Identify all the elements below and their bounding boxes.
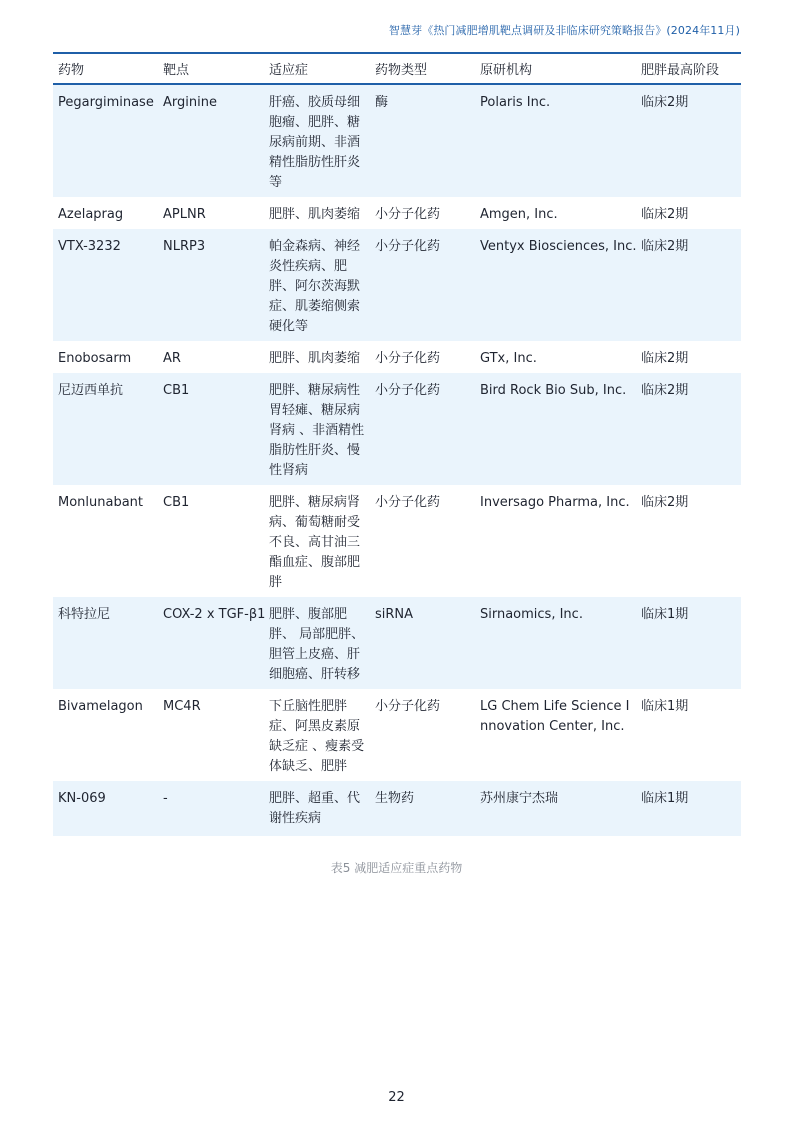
cell-originator: Inversago Pharma, Inc.: [480, 495, 630, 510]
cell-indication: 肥胖、肌肉萎缩: [269, 351, 361, 366]
table-row: [53, 485, 741, 597]
cell-indication: 肥胖、糖尿病性胃轻瘫、糖尿病肾病 、非酒精性脂肪性肝炎、慢性肾病: [264, 373, 370, 485]
column-header-drug-type: 药物类型: [370, 53, 475, 84]
table-body: [53, 84, 741, 836]
cell-originator: LG Chem Life Science Innovation Center, Inc.: [480, 699, 630, 734]
table-header-row: [53, 53, 741, 84]
cell-drug: Monlunabant: [58, 495, 144, 510]
cell-drug-type: 生物药: [370, 781, 475, 836]
table-row: [53, 689, 741, 781]
column-header-target: 靶点: [158, 53, 264, 84]
cell-drug-type: 小分子化药: [375, 699, 441, 714]
cell-drug: KN-069: [53, 781, 158, 836]
cell-drug: 尼迈西单抗: [53, 373, 158, 485]
cell-indication: 肝癌、胶质母细胞瘤、肥胖、糖尿病前期、非酒精性脂肪性肝炎等: [264, 84, 370, 197]
table-row: [53, 373, 741, 485]
cell-target: COX-2 x TGF-β1: [158, 597, 264, 689]
cell-stage: 临床2期: [636, 84, 741, 197]
cell-drug: VTX-3232: [53, 229, 158, 341]
cell-originator: Polaris Inc.: [475, 84, 636, 197]
cell-originator: Amgen, Inc.: [480, 207, 558, 222]
cell-stage: 临床2期: [641, 207, 689, 222]
cell-originator: Ventyx Biosciences, Inc.: [475, 229, 636, 341]
cell-target: NLRP3: [158, 229, 264, 341]
cell-drug-type: 小分子化药: [375, 351, 441, 366]
cell-stage: 临床2期: [636, 373, 741, 485]
table-row: [53, 341, 741, 373]
cell-stage: 临床1期: [636, 781, 741, 836]
cell-drug: Bivamelagon: [58, 699, 143, 714]
cell-stage: 临床1期: [636, 597, 741, 689]
drug-table: [53, 52, 741, 836]
drug-table-container: [53, 52, 741, 836]
cell-indication: 肥胖、超重、代谢性疾病: [264, 781, 370, 836]
cell-target: CB1: [158, 373, 264, 485]
cell-drug-type: 小分子化药: [375, 207, 441, 222]
cell-target: -: [158, 781, 264, 836]
cell-target: MC4R: [163, 699, 201, 714]
table-header: [53, 53, 741, 84]
cell-drug: Azelaprag: [58, 207, 124, 222]
cell-originator: Sirnaomics, Inc.: [475, 597, 636, 689]
cell-indication: 下丘脑性肥胖症、阿黑皮素原缺乏症 、瘦素受体缺乏、肥胖: [269, 699, 365, 774]
cell-drug-type: 小分子化药: [370, 229, 475, 341]
cell-indication: 肥胖、肌肉萎缩: [269, 207, 361, 222]
table-row: [53, 84, 741, 197]
table-row: [53, 781, 741, 836]
cell-target: CB1: [163, 495, 190, 510]
cell-drug-type: 小分子化药: [370, 373, 475, 485]
cell-drug-type: siRNA: [370, 597, 475, 689]
cell-drug: Pegargiminase: [53, 84, 158, 197]
table-row: [53, 229, 741, 341]
cell-stage: 临床1期: [641, 699, 689, 714]
column-header-originator: 原研机构: [475, 53, 636, 84]
cell-stage: 临床2期: [641, 495, 689, 510]
table-row: [53, 597, 741, 689]
cell-stage: 临床2期: [641, 351, 689, 366]
table-caption: 表5 减肥适应症重点药物: [330, 861, 463, 875]
column-header-highest-stage: 肥胖最高阶段: [636, 53, 741, 84]
cell-drug: Enobosarm: [58, 351, 132, 366]
cell-originator: GTx, Inc.: [480, 351, 537, 366]
cell-drug: 科特拉尼: [53, 597, 158, 689]
cell-stage: 临床2期: [636, 229, 741, 341]
cell-target: APLNR: [163, 207, 206, 222]
cell-indication: 帕金森病、神经炎性疾病、肥胖、阿尔茨海默症、肌萎缩侧索硬化等: [264, 229, 370, 341]
cell-target: Arginine: [158, 84, 264, 197]
column-header-drug: 药物: [53, 53, 158, 84]
page-number: 22: [388, 1090, 405, 1105]
cell-indication: 肥胖、糖尿病肾病、葡萄糖耐受不良、高甘油三酯血症、腹部肥胖: [269, 495, 361, 590]
cell-indication: 肥胖、腹部肥胖、 局部肥胖、胆管上皮癌、肝细胞癌、肝转移: [264, 597, 370, 689]
cell-drug-type: 酶: [370, 84, 475, 197]
table-row: [53, 197, 741, 229]
report-header: 智慧芽《热门减肥增肌靶点调研及非临床研究策略报告》(2024年11月): [388, 24, 740, 37]
cell-target: AR: [163, 351, 181, 366]
cell-originator: Bird Rock Bio Sub, Inc.: [475, 373, 636, 485]
cell-drug-type: 小分子化药: [375, 495, 441, 510]
column-header-indication: 适应症: [264, 53, 370, 84]
cell-originator: 苏州康宁杰瑞: [475, 781, 636, 836]
